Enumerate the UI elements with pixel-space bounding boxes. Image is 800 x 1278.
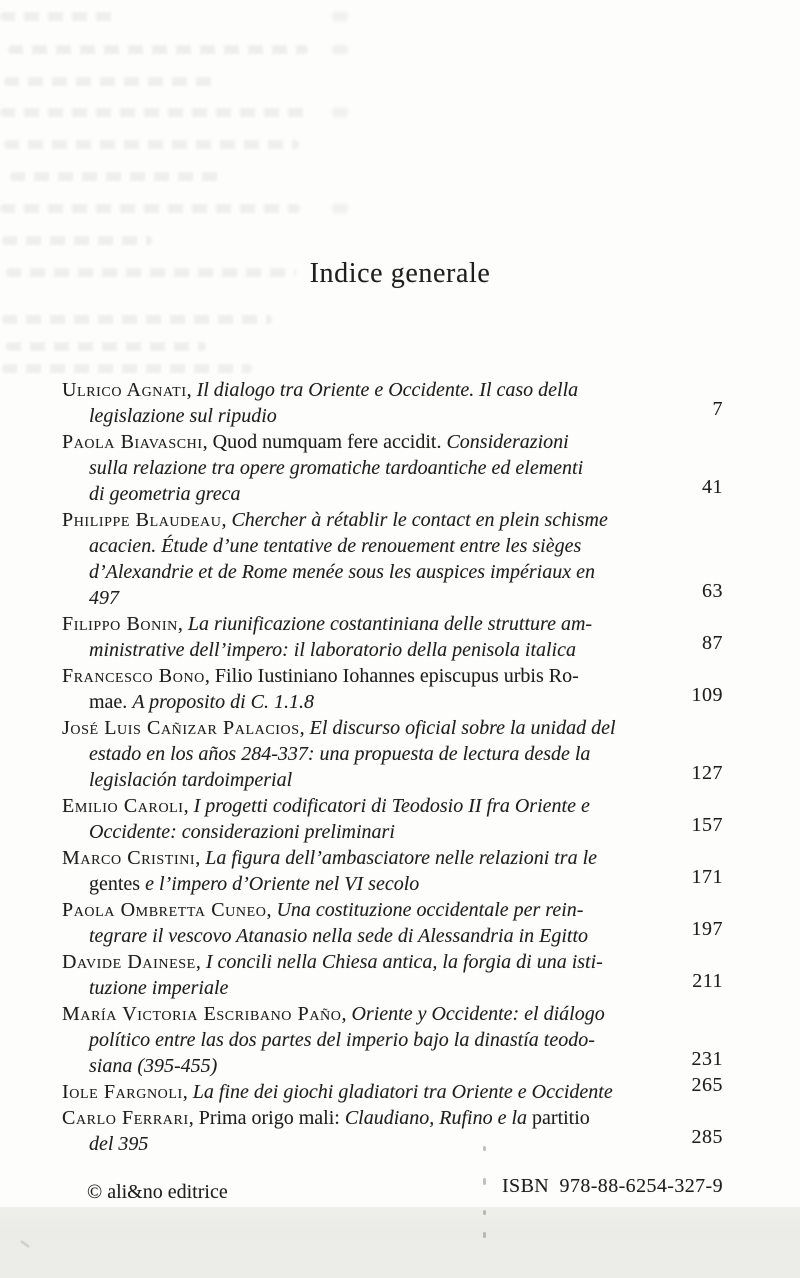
toc-entry: [62, 949, 723, 1001]
footer: [87, 1175, 723, 1204]
toc-page-number: 41: [702, 476, 723, 498]
ghost-line: [0, 108, 305, 117]
toc-entry-line: Occidente: considerazioni preliminari: [89, 821, 395, 843]
toc-entry-line: di geometria greca: [89, 483, 241, 505]
ghost-fragment: [332, 12, 348, 21]
toc-entry: [62, 845, 723, 897]
scan-artifact-dots: [482, 1144, 488, 1244]
toc-entry-text: [62, 715, 616, 793]
toc-entry-text: [62, 845, 597, 897]
toc-entry-line: Ulrico Agnati, Il dialogo tra Oriente e Occidente. Il caso della: [62, 379, 579, 401]
toc-entry-line: Filippo Bonin, La riunificazione costantiniana delle strutture am-: [62, 613, 593, 635]
ghost-line: [4, 140, 299, 149]
ghost-line: [6, 342, 206, 351]
ghost-fragment: [332, 108, 348, 117]
toc-entry: [62, 663, 723, 715]
toc-page-number: 265: [691, 1074, 723, 1096]
toc-entry: [62, 429, 723, 507]
toc-entry-line: 497: [89, 587, 119, 609]
toc-entry-line: Francesco Bono, Filio Iustiniano Iohannes episcupus urbis Ro-: [62, 665, 579, 687]
ghost-line: [8, 45, 308, 54]
bleed-through-ghost-text: [0, 0, 420, 380]
toc-page-number: 231: [691, 1048, 723, 1070]
toc-entry-text: [62, 429, 583, 507]
ghost-fragment: [332, 45, 348, 54]
page-title: Indice generale: [309, 258, 491, 289]
toc-entry-line: legislación tardoimperial: [89, 769, 293, 791]
toc-entry: [62, 1001, 723, 1079]
toc-entry-line: Carlo Ferrari, Prima origo mali: Claudiano, Rufino e la partitio: [62, 1107, 590, 1129]
toc-list: [62, 377, 723, 1157]
toc-entry-text: [62, 377, 578, 429]
toc-entry-line: tuzione imperiale: [89, 977, 229, 999]
toc-entry-text: [62, 1079, 613, 1105]
toc-page-number: 157: [691, 814, 723, 836]
toc-entry: [62, 507, 723, 611]
toc-entry-line: María Victoria Escribano Paño, Oriente y Occidente: el diálogo: [62, 1003, 605, 1025]
toc-entry-line: ministrative dell’impero: il laboratorio della penisola italica: [89, 639, 576, 661]
toc-entry-line: d’Alexandrie et de Rome menée sous les auspices impériaux en: [89, 561, 595, 583]
toc-page-number: 285: [691, 1126, 723, 1148]
toc-entry: [62, 897, 723, 949]
toc-entry-text: [62, 897, 588, 949]
toc-entry-line: sulla relazione tra opere gromatiche tardoantiche ed elementi: [89, 457, 584, 479]
toc-entry-text: [62, 507, 608, 611]
toc-page-number: 171: [691, 866, 723, 888]
toc-entry-line: político entre las dos partes del imperio bajo la dinastía teodo-: [89, 1029, 595, 1051]
toc-entry-text: [62, 1105, 590, 1157]
ghost-line: [4, 77, 214, 86]
ghost-line: [0, 12, 120, 21]
toc-entry-line: acacien. Étude d’une tentative de renouement entre les sièges: [89, 535, 582, 557]
toc-entry-line: mae. A proposito di C. 1.1.8: [89, 691, 315, 713]
toc-page-number: 63: [702, 580, 723, 602]
isbn-number: ISBN 978-88-6254-327-9: [501, 1175, 723, 1197]
toc-entry-line: siana (395-455): [89, 1055, 218, 1077]
toc-page-number: 7: [712, 398, 723, 420]
toc-page-number: 87: [702, 632, 723, 654]
toc-entry-line: tegrare il vescovo Atanasio nella sede di Alessandria in Egitto: [89, 925, 589, 947]
copyright-notice: © ali&no editrice: [87, 1181, 228, 1203]
toc-entry-line: José Luis Cañizar Palacios, El discurso oficial sobre la unidad del: [62, 717, 616, 739]
toc-entry-text: [62, 663, 579, 715]
toc-entry: [62, 1105, 723, 1157]
ghost-fragment: [332, 204, 348, 213]
scan-shadow-band: [0, 1207, 800, 1278]
toc-entry-line: Iole Fargnoli, La fine dei giochi gladiatori tra Oriente e Occidente: [62, 1081, 613, 1103]
toc-entry-text: [62, 611, 592, 663]
toc-entry: [62, 793, 723, 845]
ghost-line: [2, 364, 252, 373]
toc-entry-line: Marco Cristini, La figura dell’ambasciatore nelle relazioni tra le: [62, 847, 598, 869]
toc-entry-line: estado en los años 284-337: una propuesta de lectura desde la: [89, 743, 591, 765]
toc-entry-line: Davide Dainese, I concili nella Chiesa antica, la forgia di una isti-: [62, 951, 603, 973]
toc-entry-line: legislazione sul ripudio: [89, 405, 277, 427]
ghost-line: [10, 172, 225, 181]
toc-page-number: 109: [691, 684, 723, 706]
toc-entry-line: Paola Biavaschi, Quod numquam fere accidit. Considerazioni: [62, 431, 569, 453]
toc-entry-line: Philippe Blaudeau, Chercher à rétablir le contact en plein schisme: [62, 509, 608, 531]
ghost-line: [2, 236, 152, 245]
toc-entry-text: [62, 1001, 605, 1079]
toc-entry-line: del 395: [89, 1133, 149, 1155]
toc-entry: [62, 715, 723, 793]
toc-entry-text: [62, 793, 590, 845]
ghost-line: [0, 204, 300, 213]
toc-entry: [62, 611, 723, 663]
toc-page-number: 211: [692, 970, 723, 992]
toc-entry-line: Paola Ombretta Cuneo, Una costituzione occidentale per rein-: [62, 899, 584, 921]
toc-page-number: 127: [691, 762, 723, 784]
toc-entry: [62, 377, 723, 429]
toc-entry-line: gentes e l’impero d’Oriente nel VI secolo: [89, 873, 420, 895]
toc-page-number: 197: [691, 918, 723, 940]
toc-entry-text: [62, 949, 603, 1001]
toc-entry-line: Emilio Caroli, I progetti codificatori di Teodosio II fra Oriente e: [62, 795, 590, 817]
ghost-line: [2, 315, 272, 324]
toc-entry: [62, 1074, 723, 1105]
